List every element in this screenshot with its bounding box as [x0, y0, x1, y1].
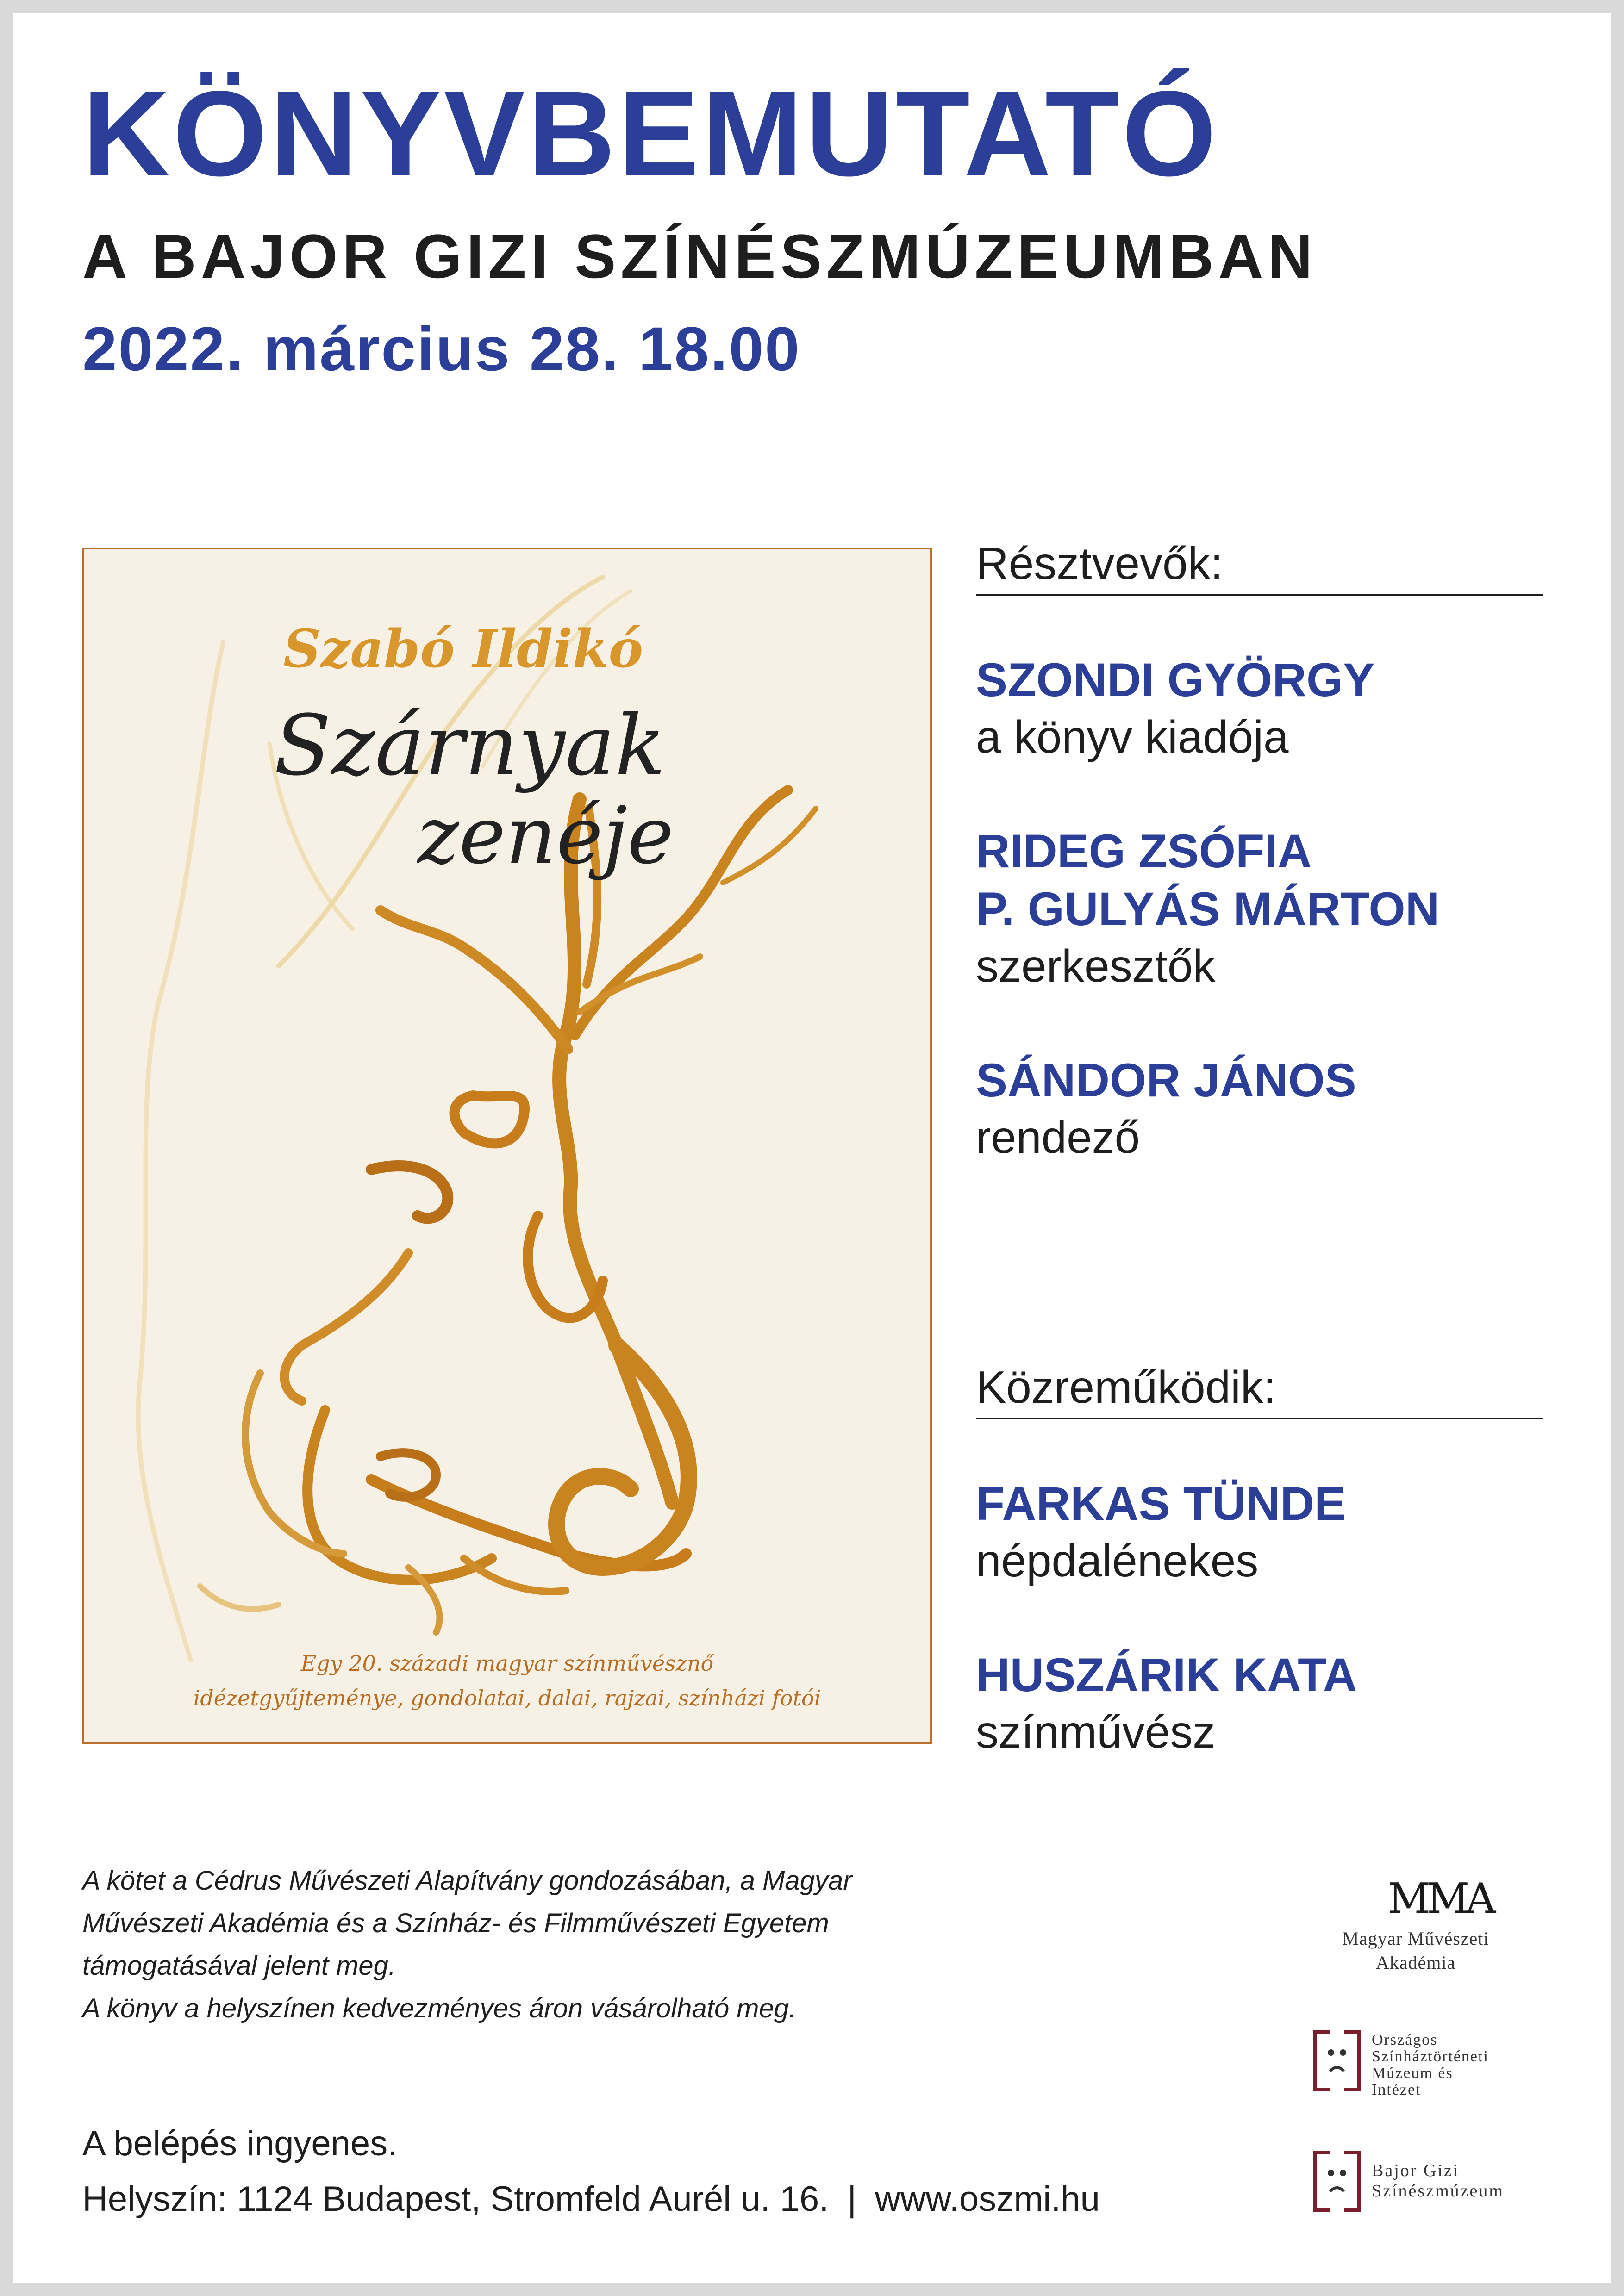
cover-caption-line1: Egy 20. századi magyar színművésznő	[300, 1651, 714, 1676]
oszmi-logo-line: Országos	[1372, 2031, 1438, 2048]
mma-logo-text	[1305, 1927, 1527, 1975]
contributor-name: HUSZÁRIK KATA	[976, 1649, 1357, 1701]
note-line: támogatásával jelent meg.	[82, 1951, 396, 1981]
participant-role: szerkesztők	[976, 940, 1216, 991]
book-cover	[82, 548, 932, 1744]
participant-name: RIDEG ZSÓFIA	[976, 825, 1312, 877]
contributors-heading: Közreműködik:	[976, 1362, 1276, 1412]
cover-author: Szabó Ildikó	[283, 619, 643, 679]
cover-title-line2: zenéje	[418, 790, 674, 882]
oszmi-logo-text	[1372, 2032, 1489, 2098]
poster-page	[13, 13, 1611, 2283]
oszmi-logo-line: Színháztörténeti	[1372, 2048, 1489, 2065]
oszmi-mask-icon	[1312, 2028, 1362, 2093]
note-line: A könyv a helyszínen kedvezményes áron vásárolható meg.	[82, 1993, 797, 2023]
oszmi-logo-line: Intézet	[1372, 2081, 1421, 2098]
footer-location	[82, 2179, 1100, 2219]
participants-heading: Résztvevők:	[976, 538, 1223, 589]
note-line: A kötet a Cédrus Művészeti Alapítvány gondozásában, a Magyar	[82, 1866, 852, 1896]
contributor-role: népdalénekes	[976, 1535, 1259, 1586]
oszmi-logo-line: Múzeum és	[1372, 2065, 1453, 2082]
mma-logo-line: Akadémia	[1375, 1952, 1456, 1973]
event-date: 2022. március 28. 18.00	[82, 315, 801, 384]
poster-title: KÖNYVBEMUTATÓ	[82, 66, 1219, 201]
participants-divider	[976, 594, 1543, 596]
mma-logo-line: Magyar Művészeti	[1342, 1928, 1489, 1949]
poster-subtitle: A BAJOR GIZI SZÍNÉSZMÚZEUMBAN	[82, 222, 1318, 291]
bajor-gizi-logo-text	[1372, 2160, 1504, 2201]
footer-separator: |	[847, 2179, 857, 2219]
participant-name: SÁNDOR JÁNOS	[976, 1054, 1356, 1107]
website-link[interactable]: www.oszmi.hu	[875, 2179, 1100, 2219]
bajor-gizi-logo-line: Színészmúzeum	[1372, 2181, 1504, 2201]
participant-role: rendező	[976, 1112, 1140, 1163]
participant-name: SZONDI GYÖRGY	[976, 653, 1375, 706]
bajor-gizi-mask-icon	[1312, 2149, 1362, 2214]
note-line: Művészeti Akadémia és a Színház- és Filmművészeti Egyetem	[82, 1908, 829, 1938]
entry-info: A belépés ingyenes.	[82, 2124, 398, 2163]
publication-note	[82, 1860, 962, 2030]
bajor-gizi-logo-line: Bajor Gizi	[1372, 2161, 1460, 2180]
cover-caption-line2: idézetgyűjteménye, gondolatai, dalai, rajzai, színházi fotói	[193, 1686, 821, 1711]
mma-logo-mark: MMA	[1388, 1874, 1493, 1923]
venue-address: Helyszín: 1124 Budapest, Stromfeld Aurél u. 16.	[82, 2179, 829, 2219]
cover-title-line1: Szárnyak	[274, 697, 666, 794]
participant-role: a könyv kiadója	[976, 711, 1289, 762]
contributor-role: színművész	[976, 1706, 1216, 1757]
participant-name: P. GULYÁS MÁRTON	[976, 883, 1440, 935]
contributors-divider	[976, 1418, 1543, 1419]
contributor-name: FARKAS TÜNDE	[976, 1477, 1346, 1530]
